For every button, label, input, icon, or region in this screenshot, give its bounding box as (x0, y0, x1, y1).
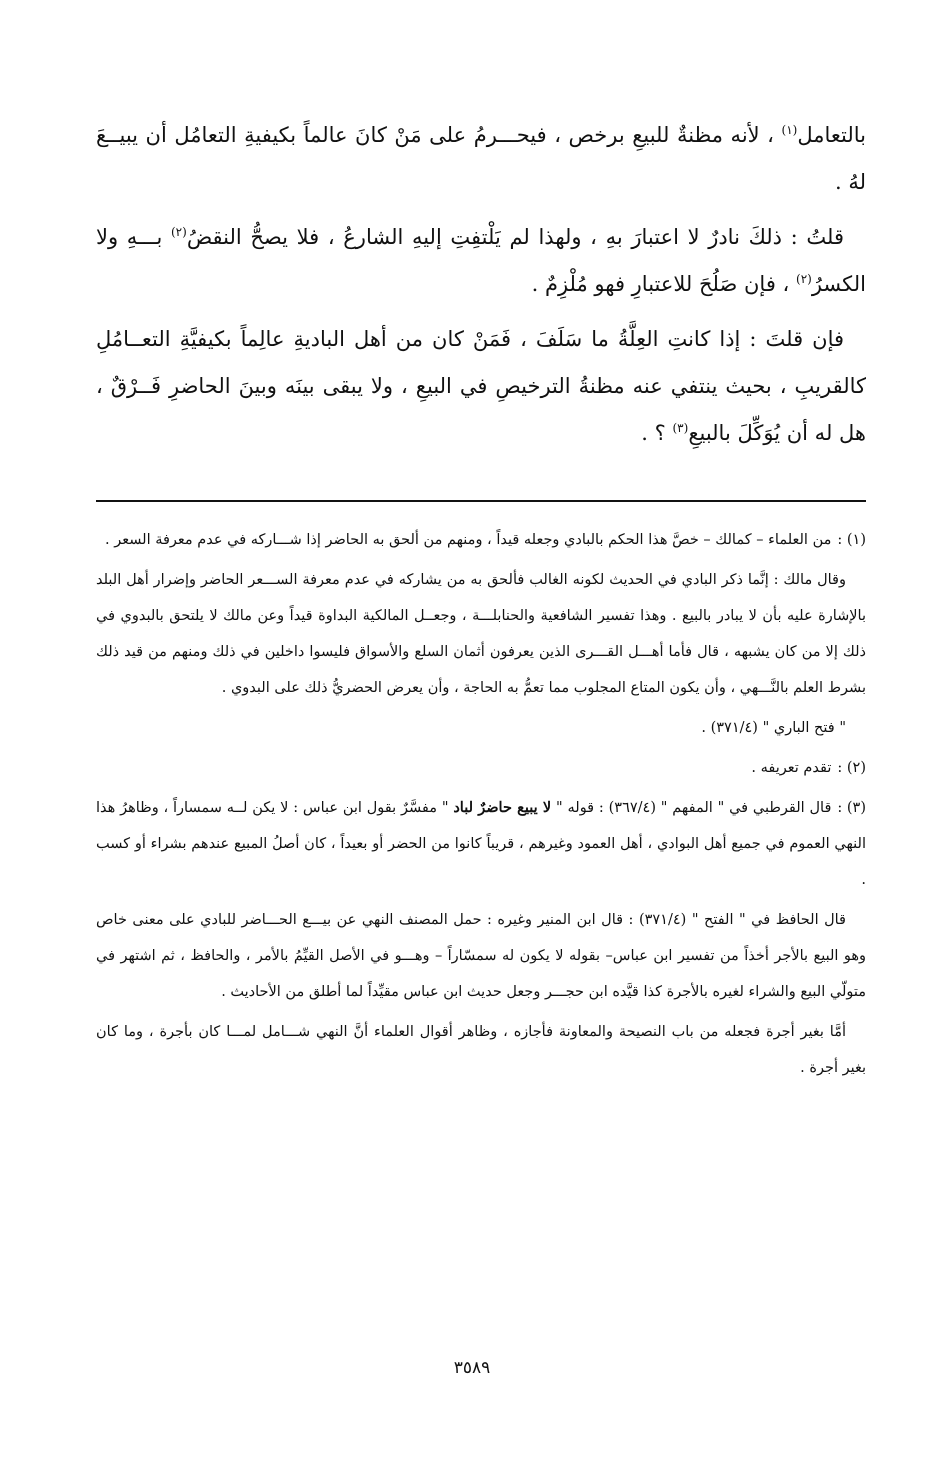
footnote-number: (١) : (837, 532, 866, 548)
footnote-3 (96, 790, 866, 1086)
footnote-1 (96, 522, 866, 746)
main-text-run: ، فإن صَلُحَ للاعتبارِ فهو مُلْزِمٌ . (531, 272, 790, 296)
footnote-3-para-2: قال الحافظ في " الفتح " (٣٧١/٤) : قال ابن المنير وغيره : حمل المصنف النهي عن بيـــع الحـــاضر للبادي على معنى خاص وهو البيع بالأجر أخذاً من تفسير ابن عباس– بقوله لا يكون له سمسّاراً – وهـــو في الأصل القيِّمُ بالأمر ، والحافظ ، ثم اشتهر في متولّي البيع والشراء لغيره بالأجرة كذا قيَّده ابن حجـــر وجعل حديث ابن عباس مقيِّداً لما أطلق من الأحاديث . (96, 912, 866, 1000)
footnote-1-para-1 (96, 522, 866, 558)
main-paragraph-3 (96, 316, 866, 457)
footnote-3-para-1 (96, 790, 866, 898)
main-text-run: بـــهِ ولا الكسرُ (96, 225, 866, 296)
hadith-quote: لا يبيع حاضرٌ لباد (453, 799, 552, 816)
main-text-run: بالتعامل (797, 123, 866, 147)
footnote-number: (٢) : (837, 760, 866, 776)
footnote-ref-2: (٢) (170, 225, 187, 239)
footnote-ref-3: (٣) (672, 421, 689, 435)
main-text-run: فإن قلتَ : إذا كانتِ العِلَّةُ ما سَلَفَ ، فَمَنْ كان من أهل الباديةِ عالِماً بكيفيَّةِ التعــامُلِ كالقريبِ ، بحيث ينتفي عنه مظنةُ الترخيصِ في البيعِ ، ولا يبقى بينَه وبينَ الحاضرِ فَــرْقٌ ، هل له أن يُوَكِّلَ بالبيعِ (96, 327, 866, 445)
footnote-separator (96, 500, 866, 502)
main-text-run: ، لأنه مظنةٌ للبيعِ برخص ، فيحـــرمُ على مَنْ كانَ عالماً بكيفيةِ التعامُل أن يبيــعَ لهُ . (96, 123, 866, 194)
footnote-text: تقدم تعريفه . (751, 760, 832, 776)
footnote-3-para-3: أمَّا بغير أجرة فجعله من باب النصيحة والمعاونة فأجازه ، وظاهر أقوال العلماء أنَّ النهي شـــامل لمـــا كان بأجرة ، وما كان بغير أجرة . (96, 1024, 866, 1076)
page-number: ٣٥٨٩ (453, 1358, 491, 1378)
main-paragraph-2 (96, 214, 866, 308)
footnote-text: " مفسَّرٌ بقول ابن عباس : لا يكن لــه سمساراً ، وظاهرُ هذا النهي العموم في جميع أهل البوادي ، أهل العمود وغيرهم ، قريباً كانوا من الحضر أو بعيداً ، كان أصلُ المبيع عندهم بشراء أو كسب . (96, 800, 866, 888)
footnote-ref-2b: (٢) (796, 272, 812, 286)
main-text-run: ؟ . (641, 421, 666, 445)
footnote-text: قال القرطبي في " المفهم " (٣٦٧/٤) : قوله " (556, 800, 832, 816)
footnote-number: (٣) : (837, 800, 866, 816)
main-text (96, 112, 866, 465)
main-paragraph-1 (96, 112, 866, 206)
main-text-run: قلتُ : ذلكَ نادرٌ لا اعتبارَ بهِ ، ولهذا لم يَلْتفِتِ إليهِ الشارعُ ، فلا يصحُّ النقضُ (186, 225, 844, 249)
footnotes (96, 522, 866, 1090)
footnote-2 (96, 750, 866, 786)
footnote-text: من العلماء – كمالك – خصَّ هذا الحكم بالبادي وجعله قيداً ، ومنهم من ألحق به الحاضر إذا شـــاركه في عدم معرفة السعر . (105, 532, 832, 548)
footnote-1-para-3: " فتح الباري " (٣٧١/٤) . (701, 720, 846, 736)
footnote-2-para-1 (96, 750, 866, 786)
footnote-ref-1: (١) (781, 123, 798, 137)
footnote-1-para-2: وقال مالك : إنَّما ذكر البادي في الحديث لكونه الغالب فألحق به من يشاركه في عدم معرفة الســـعر الحاضر وإضرار أهل البلد بالإشارة عليه بأن لا يبادر بالبيع . وهذا تفسير الشافعية والحنابلـــة ، وجعــل المالكية البداوة قيداً وعن مالك لا يلتحق بالبدوي في ذلك إلا من كان يشبهه ، قال فأما أهـــل القـــرى الذين يعرفون أثمان السلع والأسواق فليسوا داخلين في ذلك ومنهم من قيد ذلك بشرط العلم بالنَّـــهي ، وأن يكون المتاع المجلوب مما تعمُّ به الحاجة ، وأن يعرض الحضريُّ ذلك على البدوي . (96, 572, 866, 696)
